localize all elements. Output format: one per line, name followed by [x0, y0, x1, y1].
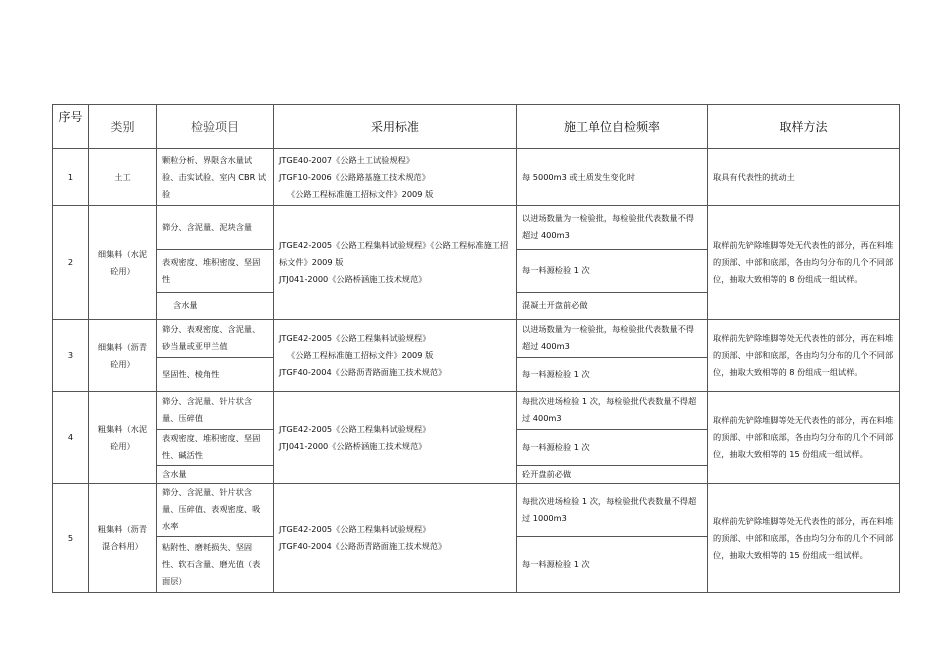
table-row — [53, 206, 900, 320]
row-category: 粗集料（水泥砼用） — [89, 392, 157, 484]
frequency-cell: 每一料源检验 1 次 — [522, 368, 590, 379]
item-cell: 筛分、表观密度、含泥量、砂当量或亚甲兰值 — [157, 320, 273, 357]
frequency-cell: 每批次进场检验 1 次，每检验批代表数量不得超过 400m3 — [517, 392, 707, 429]
row-items — [157, 392, 274, 484]
row-seq: 1 — [53, 149, 89, 206]
frequency-cell: 以进场数量为一检验批，每检验批代表数量不得超过 400m3 — [517, 320, 707, 357]
header-method: 取样方法 — [708, 105, 900, 149]
header-row — [53, 105, 900, 149]
standard-line: JTGF10-2006《公路路基施工技术规范》 — [279, 171, 430, 182]
table-row — [53, 484, 900, 593]
item-cell: 筛分、含泥量、泥块含量 — [157, 206, 273, 249]
row-frequency — [517, 206, 708, 320]
standard-line: JTGE42-2005《公路工程集料试验规程》《公路工程标准施工招标文件》2009 版 — [279, 240, 509, 267]
item-cell: 含水量 — [162, 468, 187, 479]
row-frequency: 每 5000m3 或土质发生变化时 — [517, 149, 708, 206]
header-frequency: 施工单位自检频率 — [517, 105, 708, 149]
row-standards — [274, 320, 517, 392]
row-items — [157, 320, 274, 392]
standard-line: JTGF40-2004《公路沥青路面施工技术规范》 — [279, 367, 447, 377]
row-method: 取样前先铲除堆脚等处无代表性的部分，再在料堆的顶部、中部和底部，各由均匀分布的几个不同部位，抽取大致相等的 15 份组成一组试样。 — [708, 484, 900, 593]
item-cell: 表观密度、堆积密度、坚固性、碱活性 — [157, 429, 273, 465]
frequency-cell: 每一料源检验 1 次 — [517, 429, 707, 465]
item-cell: 筛分、含泥量、针片状含量、压碎值、表观密度、吸水率 — [157, 484, 273, 536]
table-row — [53, 392, 900, 484]
standard-line: JTGE42-2005《公路工程集料试验规程》 — [279, 423, 431, 434]
row-category: 细集料（沥青砼用） — [89, 320, 157, 392]
header-standard: 采用标准 — [274, 105, 517, 149]
standard-line: JTGE40-2007《公路土工试验规程》 — [279, 154, 415, 165]
row-seq: 2 — [53, 206, 89, 320]
item-cell: 粘附性、磨耗损失、坚固性、软石含量、磨光值（表面层） — [162, 541, 261, 586]
standard-line: 《公路工程标准施工招标文件》2009 版 — [287, 350, 434, 360]
frequency-cell: 每一料源检验 1 次 — [517, 249, 707, 292]
item-cell: 坚固性、棱角性 — [162, 368, 220, 379]
frequency-cell: 以进场数量为一检验批，每检验批代表数量不得超过 400m3 — [517, 206, 707, 249]
row-standards — [274, 149, 517, 206]
row-category: 土工 — [89, 149, 157, 206]
row-method: 取样前先铲除堆脚等处无代表性的部分，再在料堆的顶部、中部和底部，各由均匀分布的几个不同部位，抽取大致相等的 8 份组成一组试样。 — [708, 320, 900, 392]
row-category: 粗集料（沥青混合料用） — [89, 484, 157, 593]
standard-line: JTGE42-2005《公路工程集料试验规程》 — [279, 524, 431, 534]
row-frequency — [517, 484, 708, 593]
item-cell: 表观密度、堆积密度、坚固性 — [157, 249, 273, 292]
inspection-table — [52, 104, 900, 593]
frequency-cell: 每一料源检验 1 次 — [522, 558, 590, 569]
header-category: 类别 — [89, 105, 157, 149]
frequency-cell: 砼开盘前必做 — [522, 468, 572, 479]
row-items — [157, 484, 274, 593]
row-standards — [274, 392, 517, 484]
row-items: 颗粒分析、界限含水量试验、击实试验、室内 CBR 试验 — [157, 149, 274, 206]
frequency-cell: 混凝土开盘前必做 — [522, 300, 588, 311]
header-seq: 序号 — [53, 105, 89, 149]
row-standards — [274, 484, 517, 593]
table-row — [53, 149, 900, 206]
row-method: 取具有代表性的扰动土 — [708, 149, 900, 206]
frequency-cell: 每批次进场检验 1 次，每检验批代表数量不得超过 1000m3 — [517, 484, 707, 536]
row-method: 取样前先铲除堆脚等处无代表性的部分，再在料堆的顶部、中部和底部，各由均匀分布的几个不同部位，抽取大致相等的 15 份组成一组试样。 — [708, 392, 900, 484]
table-row — [53, 320, 900, 392]
item-cell: 含水量 — [173, 300, 198, 311]
row-category: 细集料（水泥砼用） — [89, 206, 157, 320]
row-standards — [274, 206, 517, 320]
row-seq: 5 — [53, 484, 89, 593]
header-items: 检验项目 — [157, 105, 274, 149]
row-method: 取样前先铲除堆脚等处无代表性的部分，再在料堆的顶部、中部和底部，各由均匀分布的几个不同部位，抽取大致相等的 8 份组成一组试样。 — [708, 206, 900, 320]
row-seq: 4 — [53, 392, 89, 484]
row-seq: 3 — [53, 320, 89, 392]
standard-line: JTGE42-2005《公路工程集料试验规程》 — [279, 333, 431, 343]
standard-line: JTGF40-2004《公路沥青路面施工技术规范》 — [279, 541, 447, 551]
standard-line: JTJ041-2000《公路桥涵施工技术规范》 — [279, 440, 427, 451]
row-frequency — [517, 320, 708, 392]
standard-line: 《公路工程标准施工招标文件》2009 版 — [287, 188, 434, 199]
row-frequency — [517, 392, 708, 484]
row-items — [157, 206, 274, 320]
standard-line: JTJ041-2000《公路桥涵施工技术规范》 — [279, 274, 427, 284]
item-cell: 筛分、含泥量、针片状含量、压碎值 — [157, 392, 273, 429]
